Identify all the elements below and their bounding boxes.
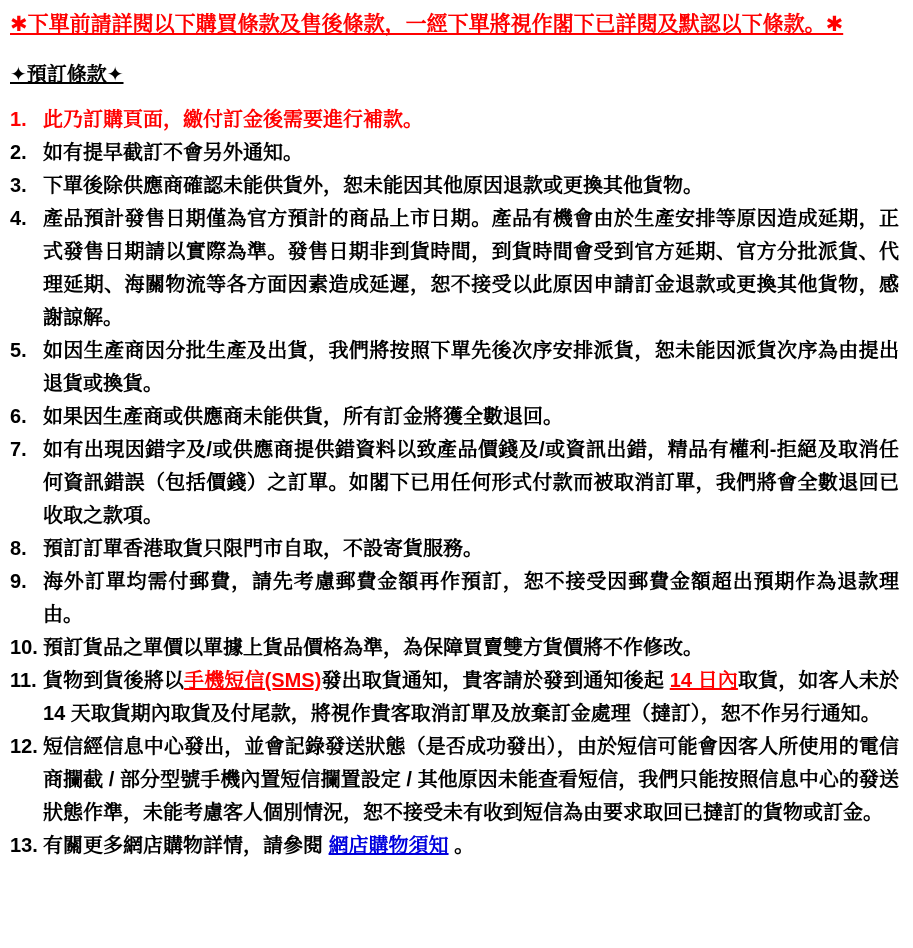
term-item <box>10 731 899 830</box>
notice-title: ✱下單前請詳閱以下購買條款及售後條款，一經下單將視作閣下已詳閱及默認以下條款。✱ <box>10 13 844 36</box>
term-segment: 貨物到貨後將以 <box>43 670 185 692</box>
term-text <box>43 731 899 830</box>
term-item <box>10 137 899 170</box>
term-segment: 有關更多網店購物詳情，請參閱 <box>43 835 329 857</box>
term-number: 8. <box>10 538 27 560</box>
term-text <box>43 104 899 137</box>
shop-guide-link[interactable]: 網店購物須知 <box>328 835 449 857</box>
term-item <box>10 632 899 665</box>
term-item <box>10 665 899 731</box>
terms-list <box>10 104 899 863</box>
term-segment: 預訂訂單香港取貨只限門市自取，不設寄貨服務。 <box>43 538 483 560</box>
term-item <box>10 434 899 533</box>
term-number: 4. <box>10 208 27 230</box>
term-number: 7. <box>10 439 27 461</box>
term-text <box>43 335 899 401</box>
term-item <box>10 170 899 203</box>
term-text <box>43 830 899 863</box>
term-item <box>10 335 899 401</box>
term-segment: 。 <box>448 835 475 857</box>
term-segment: 如有提早截訂不會另外通知。 <box>43 142 303 164</box>
term-number: 11. <box>10 670 37 692</box>
term-number: 2. <box>10 142 27 164</box>
term-segment: 取貨，如客人未於 14 天取貨期內取貨及付尾款，將視作貴客取消訂單及放棄訂金處理（撻訂），恕不作另行通知。 <box>43 670 899 725</box>
term-item <box>10 566 899 632</box>
term-number: 5. <box>10 340 27 362</box>
term-segment: 手機短信(SMS) <box>184 670 322 692</box>
term-number: 10. <box>10 637 38 659</box>
term-segment: 短信經信息中心發出，並會記錄發送狀態（是否成功發出），由於短信可能會因客人所使用的電信商攔截 / 部分型號手機內置短信攔置設定 / 其他原因未能查看短信，我們只能按照信息中心的發送狀態作準，未能考慮客人個別情況，恕不接受未有收到短信為由要求取回已撻訂的貨物或訂金。 <box>43 736 899 824</box>
term-item <box>10 104 899 137</box>
term-segment: 如因生產商因分批生產及出貨，我們將按照下單先後次序安排派貨，恕未能因派貨次序為由提出退貨或換貨。 <box>43 340 899 395</box>
term-text <box>43 203 899 335</box>
term-number: 1. <box>10 109 27 131</box>
term-text <box>43 401 899 434</box>
term-segment: 發出取貨通知，貴客請於發到通知後起 <box>321 670 670 692</box>
preorder-terms-heading: ✦預訂條款✦ <box>10 64 124 86</box>
term-segment: 海外訂單均需付郵費，請先考慮郵費金額再作預訂，恕不接受因郵費金額超出預期作為退款理由。 <box>43 571 899 626</box>
term-segment: 產品預計發售日期僅為官方預計的商品上市日期。產品有機會由於生產安排等原因造成延期，正式發售日期請以實際為準。發售日期非到貨時間，到貨時間會受到官方延期、官方分批派貨、代理延期、海關物流等各方面因素造成延遲，恕不接受以此原因申請訂金退款或更換其他貨物，感謝諒解。 <box>43 208 899 329</box>
term-item <box>10 401 899 434</box>
term-text <box>43 533 899 566</box>
term-item <box>10 533 899 566</box>
term-segment: 此乃訂購頁面，繳付訂金後需要進行補款。 <box>43 109 423 131</box>
term-text <box>43 566 899 632</box>
term-text <box>43 434 899 533</box>
term-text <box>43 137 899 170</box>
term-number: 3. <box>10 175 27 197</box>
term-number: 13. <box>10 835 38 857</box>
term-text <box>43 665 899 731</box>
term-segment: 如果因生產商或供應商未能供貨，所有訂金將獲全數退回。 <box>43 406 563 428</box>
term-item <box>10 830 899 863</box>
term-number: 9. <box>10 571 27 593</box>
term-segment: 預訂貨品之單價以單據上貨品價格為準，為保障買賣雙方貨價將不作修改。 <box>43 637 703 659</box>
term-text <box>43 170 899 203</box>
term-segment: 14 日內 <box>669 670 738 692</box>
term-segment: 下單後除供應商確認未能供貨外，恕未能因其他原因退款或更換其他貨物。 <box>43 175 703 197</box>
term-item <box>10 203 899 335</box>
term-segment: 如有出現因錯字及/或供應商提供錯資料以致產品價錢及/或資訊出錯，精品有權利-拒絕及取消任何資訊錯誤（包括價錢）之訂單。如閣下已用任何形式付款而被取消訂單，我們將會全數退回已收取之款項。 <box>43 439 899 527</box>
term-text <box>43 632 899 665</box>
term-number: 12. <box>10 736 38 758</box>
term-number: 6. <box>10 406 27 428</box>
